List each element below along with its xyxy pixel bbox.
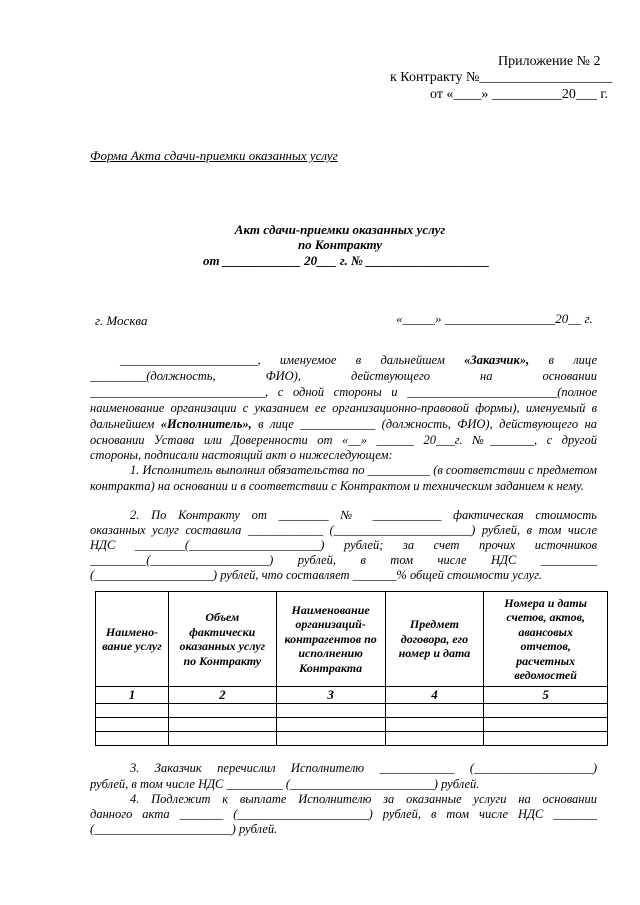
preamble-line-3: ____________________________, с одной стороны и ________________________(полное [90,385,597,399]
customer-label: «Заказчик», [464,353,530,367]
column-number: 3 [276,687,385,704]
clause-2-line-5: (___________________) рублей, что составляет _______% общей стоимости услуг. [90,568,543,582]
column-number: 5 [484,687,608,704]
clause-2-line-1: 2. По Контракту от ________ № ___________ фактическая стоимость [130,508,597,522]
table-cell[interactable] [385,718,484,732]
act-date: «_____» _________________20__ г. [396,311,593,326]
column-number: 4 [385,687,484,704]
header-service-name: Наимено-вание услуг [96,592,169,687]
table-cell[interactable] [276,732,385,746]
table-row [96,732,608,746]
clause-2-line-4: _________(___________________) рублей, в том числе НДС _________ [90,553,597,567]
table-number-row [96,687,608,704]
header-volume: Объем фактически оказанных услуг по Контракту [168,592,276,687]
column-number: 1 [96,687,169,704]
services-table [95,591,608,746]
table-cell[interactable] [484,732,608,746]
header-documents: Номера и даты счетов, актов, авансовых отчетов, расчетных ведомостей [484,592,608,687]
table-cell[interactable] [168,704,276,718]
preamble-text: именуемое в дальнейшем [279,353,445,367]
header-counterparties: Наименование организаций-контрагентов по исполнению Контракта [276,592,385,687]
table-cell[interactable] [96,732,169,746]
clause-2-line-3: НДС ________(_____________________) рублей; за счет прочих источников [90,538,597,552]
contractor-label: «Исполнитель», [160,417,252,431]
act-subtitle: по Контракту [297,237,383,252]
preamble-line-4: наименование организации с указанием ее организационно-правовой формы), именуемый в [90,401,597,415]
preamble-line-6: основании Устава или Доверенности от «__» ______ 20___г. №_______, с другой [90,433,597,447]
table-row [96,718,608,732]
preamble-line-1 [120,352,597,368]
form-title: Форма Акта сдачи-приемки оказанных услуг [90,148,338,163]
preamble-line-5 [90,416,597,432]
preamble-line-2: _________(должность, ФИО), действующего на основании [90,369,597,383]
table-cell[interactable] [484,704,608,718]
clause-1: 1. Исполнитель выполнил обязательства по __________ (в соответствии с предметом контракта) на основании и в соответствии с Контрактом и техническим заданием к нему. [90,463,598,493]
preamble-text: дальнейшем [90,417,155,431]
clause-3-line-1: 3. Заказчик перечислил Исполнителю ____________ (___________________) [130,761,597,775]
clause-4-line-1: 4. Подлежит к выплате Исполнителю за оказанные услуги на основании [130,792,597,806]
column-number: 2 [168,687,276,704]
table-header-row [96,592,608,687]
clause-3-line-2: рублей, в том числе НДС _________ (_______________________) рублей. [90,777,480,791]
table-cell[interactable] [276,718,385,732]
table-cell[interactable] [168,718,276,732]
clause-4-line-2: данного акта _______ (_____________________) рублей, в том числе НДС _______ [90,807,597,821]
table-cell[interactable] [168,732,276,746]
customer-blank: ______________________, [120,353,261,367]
table-cell[interactable] [484,718,608,732]
table-cell[interactable] [385,732,484,746]
table-cell[interactable] [385,704,484,718]
clause-4-line-3: (______________________) рублей. [90,822,278,836]
preamble-text: в лице [548,353,598,367]
preamble-line-7: стороны, подписали настоящий акт о нижеследующем: [90,448,393,462]
clause-2-line-2: оказанных услуг составила ____________ (______________________) рублей, в том числе [90,523,597,537]
appendix-number: Приложение № 2 [498,54,601,69]
contract-reference: к Контракту №___________________ [390,70,613,85]
act-title: Акт сдачи-приемки оказанных услуг [234,222,446,237]
table-cell[interactable] [276,704,385,718]
header-contract-subject: Предмет договора, его номер и дата [385,592,484,687]
table-cell[interactable] [96,718,169,732]
table-cell[interactable] [96,704,169,718]
act-date-number: от ____________ 20___ г. № ___________________ [203,253,490,268]
table-row [96,704,608,718]
preamble-text: в лице ____________ (должность, ФИО), действующего на [258,417,597,431]
city: г. Москва [95,313,148,328]
contract-date: от «____» __________20___ г. [430,87,609,102]
